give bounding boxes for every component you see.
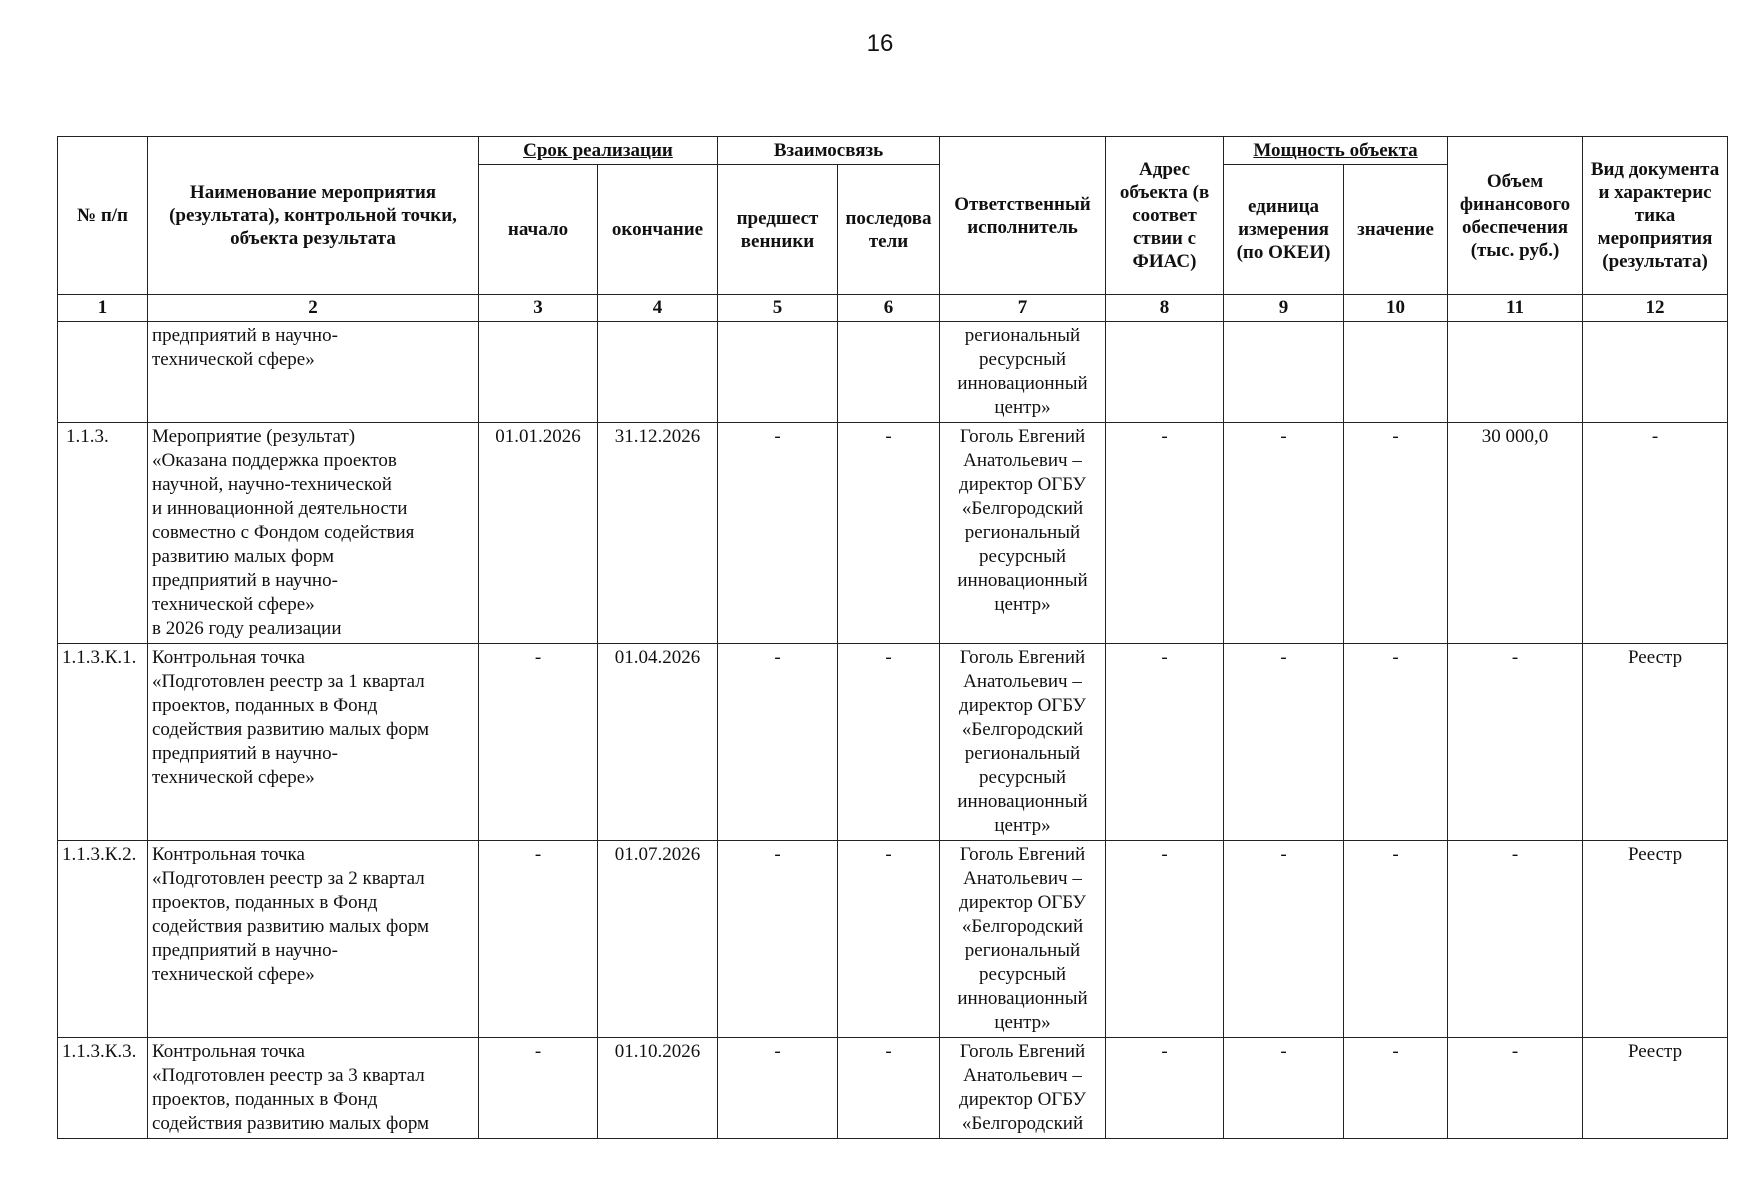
table-row [58,423,1728,644]
row-unit: - [1224,644,1344,841]
row-successors: - [838,1038,940,1139]
table-row [58,841,1728,1038]
row-unit [1224,322,1344,423]
row-successors [838,322,940,423]
header-responsible: Ответственный исполнитель [940,137,1106,295]
row-number [58,322,148,423]
header-doc-type: Вид документа и характерис тика мероприятия (результата) [1583,137,1728,295]
row-unit: - [1224,423,1344,644]
column-number: 11 [1448,295,1583,322]
row-value: - [1344,841,1448,1038]
row-responsible: Гоголь Евгений Анатольевич – директор ОГБУ «Белгородский региональный ресурсный инновационный центр» [940,644,1106,841]
plan-table [57,136,1728,1139]
header-finance: Объем финансового обеспечения (тыс. руб.) [1448,137,1583,295]
header-name: Наименование мероприятия (результата), контрольной точки, объекта результата [148,137,479,295]
row-doc: Реестр [1583,1038,1728,1139]
row-doc: Реестр [1583,841,1728,1038]
row-number: 1.1.3.К.3. [58,1038,148,1139]
header-num: № п/п [58,137,148,295]
header-successors: последова тели [838,165,940,295]
row-start: 01.01.2026 [479,423,598,644]
row-number: 1.1.3.К.2. [58,841,148,1038]
table-row [58,644,1728,841]
row-finance: - [1448,644,1583,841]
row-address: - [1106,841,1224,1038]
row-number: 1.1.3.К.1. [58,644,148,841]
row-value: - [1344,644,1448,841]
row-end: 31.12.2026 [598,423,718,644]
row-predecessors [718,322,838,423]
header-end: окончание [598,165,718,295]
row-finance: - [1448,1038,1583,1139]
column-numbers-row [58,295,1728,322]
row-doc [1583,322,1728,423]
header-term-group: Срок реализации [479,137,718,165]
row-finance: 30 000,0 [1448,423,1583,644]
row-name: Контрольная точка «Подготовлен реестр за 2 квартал проектов, поданных в Фонд содействия развитию малых форм предприятий в научно- технической сфере» [148,841,479,1038]
column-number: 12 [1583,295,1728,322]
row-predecessors: - [718,1038,838,1139]
row-end: 01.07.2026 [598,841,718,1038]
row-name: Контрольная точка «Подготовлен реестр за 3 квартал проектов, поданных в Фонд содействия развитию малых форм [148,1038,479,1139]
row-responsible: Гоголь Евгений Анатольевич – директор ОГБУ «Белгородский региональный ресурсный инновационный центр» [940,423,1106,644]
column-number: 4 [598,295,718,322]
row-successors: - [838,841,940,1038]
page-number: 16 [866,30,894,57]
header-link-group: Взаимосвязь [718,137,940,165]
column-number: 7 [940,295,1106,322]
column-number: 10 [1344,295,1448,322]
row-name: Контрольная точка «Подготовлен реестр за 1 квартал проектов, поданных в Фонд содействия развитию малых форм предприятий в научно- технической сфере» [148,644,479,841]
row-responsible: Гоголь Евгений Анатольевич – директор ОГБУ «Белгородский [940,1038,1106,1139]
row-name: Мероприятие (результат) «Оказана поддержка проектов научной, научно-технической и инновационной деятельности совместно с Фондом содействия развитию малых форм предприятий в научно- технической сфере» в 2026 году реализации [148,423,479,644]
row-doc: Реестр [1583,644,1728,841]
header-row-top [58,137,1728,165]
row-end: 01.04.2026 [598,644,718,841]
header-value: значение [1344,165,1448,295]
row-responsible: региональный ресурсный инновационный центр» [940,322,1106,423]
row-address: - [1106,644,1224,841]
column-number: 5 [718,295,838,322]
row-responsible: Гоголь Евгений Анатольевич – директор ОГБУ «Белгородский региональный ресурсный инновационный центр» [940,841,1106,1038]
row-predecessors: - [718,423,838,644]
row-address: - [1106,423,1224,644]
row-start: - [479,841,598,1038]
row-value: - [1344,423,1448,644]
column-number: 6 [838,295,940,322]
row-finance [1448,322,1583,423]
row-number: 1.1.3. [58,423,148,644]
row-unit: - [1224,1038,1344,1139]
row-start: - [479,1038,598,1139]
column-number: 2 [148,295,479,322]
row-end: 01.10.2026 [598,1038,718,1139]
header-capacity-group: Мощность объекта [1224,137,1448,165]
row-address: - [1106,1038,1224,1139]
row-name: предприятий в научно- технической сфере» [148,322,479,423]
row-unit: - [1224,841,1344,1038]
row-start: - [479,644,598,841]
column-number: 8 [1106,295,1224,322]
row-doc: - [1583,423,1728,644]
row-value: - [1344,1038,1448,1139]
row-successors: - [838,644,940,841]
row-start [479,322,598,423]
column-number: 1 [58,295,148,322]
row-successors: - [838,423,940,644]
table-row [58,322,1728,423]
column-number: 9 [1224,295,1344,322]
table-row [58,1038,1728,1139]
row-value [1344,322,1448,423]
column-number: 3 [479,295,598,322]
row-finance: - [1448,841,1583,1038]
header-unit: единица измерения (по ОКЕИ) [1224,165,1344,295]
row-predecessors: - [718,841,838,1038]
row-address [1106,322,1224,423]
header-predecessors: предшест венники [718,165,838,295]
row-end [598,322,718,423]
header-address: Адрес объекта (в соответ ствии с ФИАС) [1106,137,1224,295]
row-predecessors: - [718,644,838,841]
header-start: начало [479,165,598,295]
